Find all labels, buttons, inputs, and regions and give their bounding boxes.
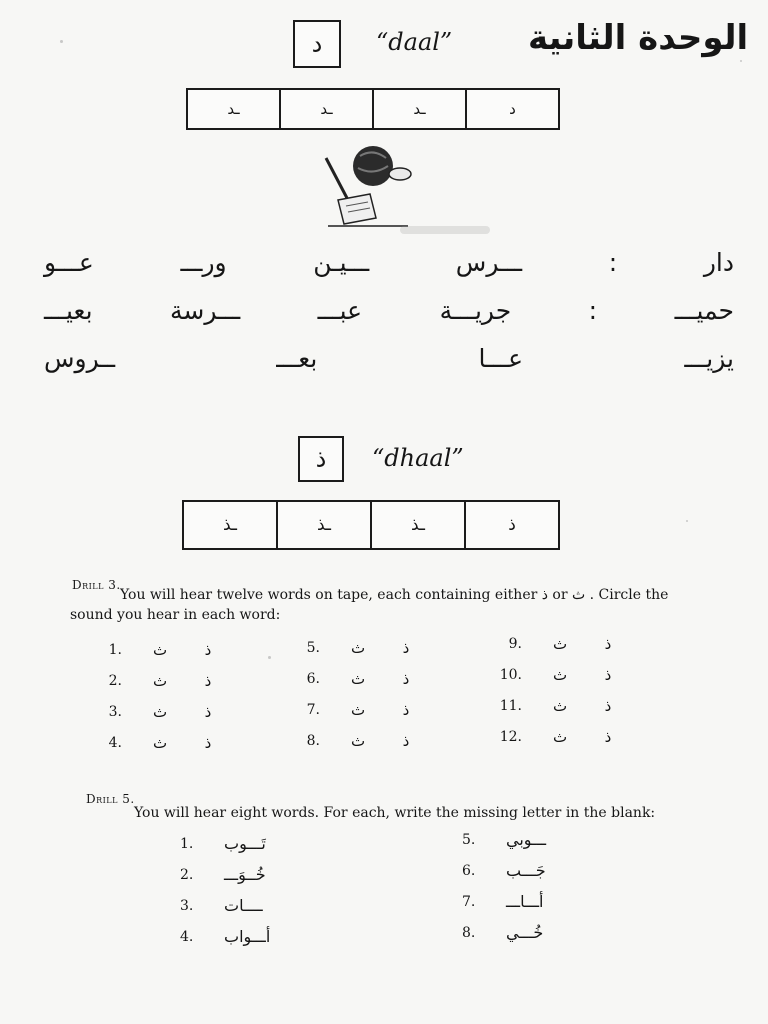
- drill3-item: [86, 727, 256, 758]
- drill3-option-dhaal[interactable]: ذ: [402, 638, 410, 657]
- drill5-column-2: [462, 824, 616, 948]
- dhaal-name-label: “dhaal”: [372, 444, 464, 472]
- drill5-item-number: 1.: [180, 835, 194, 852]
- drill3-option-tha[interactable]: ث: [350, 638, 366, 657]
- drill5-item: [462, 886, 616, 917]
- drill3-item: [486, 628, 656, 659]
- drill3-item-number: 10.: [499, 666, 522, 683]
- drill3-instruction-line2: sound you hear in each word:: [70, 607, 281, 623]
- drill3-item-number: 7.: [306, 701, 320, 718]
- drill3-option-tha[interactable]: ث: [552, 696, 568, 715]
- writing-illustration: [318, 138, 413, 230]
- drill3-item-number: 3.: [108, 703, 122, 720]
- unit-title: الوحدة الثانية: [528, 18, 749, 58]
- drill3-option-dhaal[interactable]: ذ: [204, 640, 212, 659]
- drill3-title: Drill 3.: [72, 578, 121, 592]
- drill5-item-number: 2.: [180, 866, 194, 883]
- drill3-item-number: 9.: [508, 635, 522, 652]
- drill3-option-tha[interactable]: ث: [152, 671, 168, 690]
- drill3-option-tha[interactable]: ث: [152, 702, 168, 721]
- drill3-column-1: [86, 634, 256, 758]
- daal-forms-row: [186, 88, 560, 130]
- drill3-option-tha[interactable]: ث: [152, 640, 168, 659]
- drill5-item-number: 8.: [462, 924, 476, 941]
- drill3-item: [284, 725, 454, 756]
- daal-line-2: [44, 296, 734, 325]
- dhaal-form-medial: ـذ: [276, 502, 370, 548]
- daal-word: حميـــ: [674, 296, 734, 325]
- daal-name-label: “daal”: [376, 28, 453, 56]
- daal-form-final: ـد: [372, 90, 465, 128]
- drill5-item: [462, 917, 616, 948]
- drill3-item-number: 11.: [499, 697, 522, 714]
- daal-form-isolated: د: [465, 90, 558, 128]
- drill3-option-tha[interactable]: ث: [350, 700, 366, 719]
- daal-word: عـــو: [44, 248, 94, 277]
- drill5-blank-word[interactable]: تَـــوب: [224, 834, 266, 853]
- daal-line-3: [44, 344, 734, 373]
- drill5-item: [180, 890, 334, 921]
- daal-word: :: [608, 248, 618, 277]
- daal-word: :: [588, 296, 598, 325]
- daal-form-initial: ـد: [227, 100, 240, 118]
- dhaal-form-final: ـذ: [370, 502, 464, 548]
- drill5-item: [180, 859, 334, 890]
- drill3-option-tha[interactable]: ث: [350, 669, 366, 688]
- drill3-option-dhaal[interactable]: ذ: [204, 702, 212, 721]
- drill3-item: [486, 721, 656, 752]
- daal-word: ورـــ: [180, 248, 227, 277]
- drill3-option-dhaal[interactable]: ذ: [204, 671, 212, 690]
- drill5-item: [180, 921, 334, 952]
- drill3-option-tha[interactable]: ث: [552, 727, 568, 746]
- drill5-item-number: 3.: [180, 897, 194, 914]
- drill3-item-number: 6.: [306, 670, 320, 687]
- daal-word: ـــيـن: [313, 248, 370, 277]
- drill3-column-3: [486, 628, 656, 752]
- drill5-blank-word[interactable]: خُـــي: [506, 923, 544, 942]
- drill5-title: Drill 5.: [86, 792, 135, 806]
- scan-speckle: [400, 226, 490, 234]
- drill3-option-dhaal[interactable]: ذ: [402, 669, 410, 688]
- drill5-item-number: 6.: [462, 862, 476, 879]
- dhaal-form-isolated: ذ: [464, 502, 558, 548]
- drill3-item-number: 5.: [306, 639, 320, 656]
- drill3-item: [284, 632, 454, 663]
- drill3-option-dhaal[interactable]: ذ: [402, 700, 410, 719]
- drill3-column-2: [284, 632, 454, 756]
- drill5-item-number: 4.: [180, 928, 194, 945]
- daal-word: عـــا: [478, 344, 524, 373]
- drill3-item-number: 2.: [108, 672, 122, 689]
- drill5-blank-word[interactable]: أـــواب: [224, 927, 271, 946]
- drill3-option-tha[interactable]: ث: [152, 733, 168, 752]
- drill3-item: [486, 659, 656, 690]
- drill3-option-dhaal[interactable]: ذ: [604, 665, 612, 684]
- drill5-item-number: 7.: [462, 893, 476, 910]
- drill5-item: [462, 824, 616, 855]
- scan-speckle: [686, 520, 688, 522]
- daal-word: يزيـــ: [684, 344, 734, 373]
- drill5-blank-word[interactable]: ـــوبي: [506, 830, 547, 849]
- drill3-item-number: 8.: [306, 732, 320, 749]
- drill5-instruction: You will hear eight words. For each, write the missing letter in the blank:: [134, 805, 656, 821]
- drill3-item-number: 4.: [108, 734, 122, 751]
- drill3-option-dhaal[interactable]: ذ: [604, 634, 612, 653]
- drill3-option-tha[interactable]: ث: [552, 634, 568, 653]
- drill5-item: [462, 855, 616, 886]
- drill3-option-dhaal[interactable]: ذ: [402, 731, 410, 750]
- drill3-item-number: 12.: [499, 728, 522, 745]
- drill3-item: [86, 696, 256, 727]
- drill3-option-dhaal[interactable]: ذ: [204, 733, 212, 752]
- daal-word: جريـــة: [439, 296, 512, 325]
- scan-speckle: [268, 656, 271, 659]
- drill3-option-dhaal[interactable]: ذ: [604, 727, 612, 746]
- daal-word: دار: [703, 248, 734, 277]
- drill5-blank-word[interactable]: ــــات: [224, 896, 263, 915]
- drill3-option-tha[interactable]: ث: [350, 731, 366, 750]
- daal-word: ـــرسة: [170, 296, 241, 325]
- drill3-item: [86, 634, 256, 665]
- drill3-item: [284, 663, 454, 694]
- drill5-item: [180, 828, 334, 859]
- daal-word: ـــرس: [455, 248, 523, 277]
- daal-word: بعـــ: [276, 344, 318, 373]
- dhaal-forms-row: [182, 500, 560, 550]
- drill3-option-dhaal[interactable]: ذ: [604, 696, 612, 715]
- drill5-item-number: 5.: [462, 831, 476, 848]
- daal-letter-box: د: [293, 20, 341, 68]
- daal-word: بعيـــ: [44, 296, 93, 325]
- drill5-blank-word[interactable]: جَـــب: [506, 861, 546, 880]
- scan-speckle: [60, 40, 63, 43]
- daal-word: ــروس: [44, 344, 116, 373]
- drill5-column-1: [180, 828, 334, 952]
- dhaal-letter-box: ذ: [298, 436, 344, 482]
- dhaal-form-initial: ـذ: [223, 515, 237, 535]
- drill3-instruction-line1: You will hear twelve words on tape, each containing either ذ or ث . Circle the: [120, 587, 669, 603]
- drill3-item-number: 1.: [108, 641, 122, 658]
- drill3-item: [284, 694, 454, 725]
- drill3-item: [486, 690, 656, 721]
- drill3-option-tha[interactable]: ث: [552, 665, 568, 684]
- daal-word: عبـــ: [317, 296, 363, 325]
- drill3-item: [86, 665, 256, 696]
- daal-form-medial: ـد: [279, 90, 372, 128]
- scan-speckle: [740, 60, 742, 62]
- drill5-blank-word[interactable]: خُــوَـــ: [224, 865, 266, 884]
- drill5-blank-word[interactable]: أـــاـــ: [506, 892, 544, 911]
- daal-line-1: [44, 248, 734, 277]
